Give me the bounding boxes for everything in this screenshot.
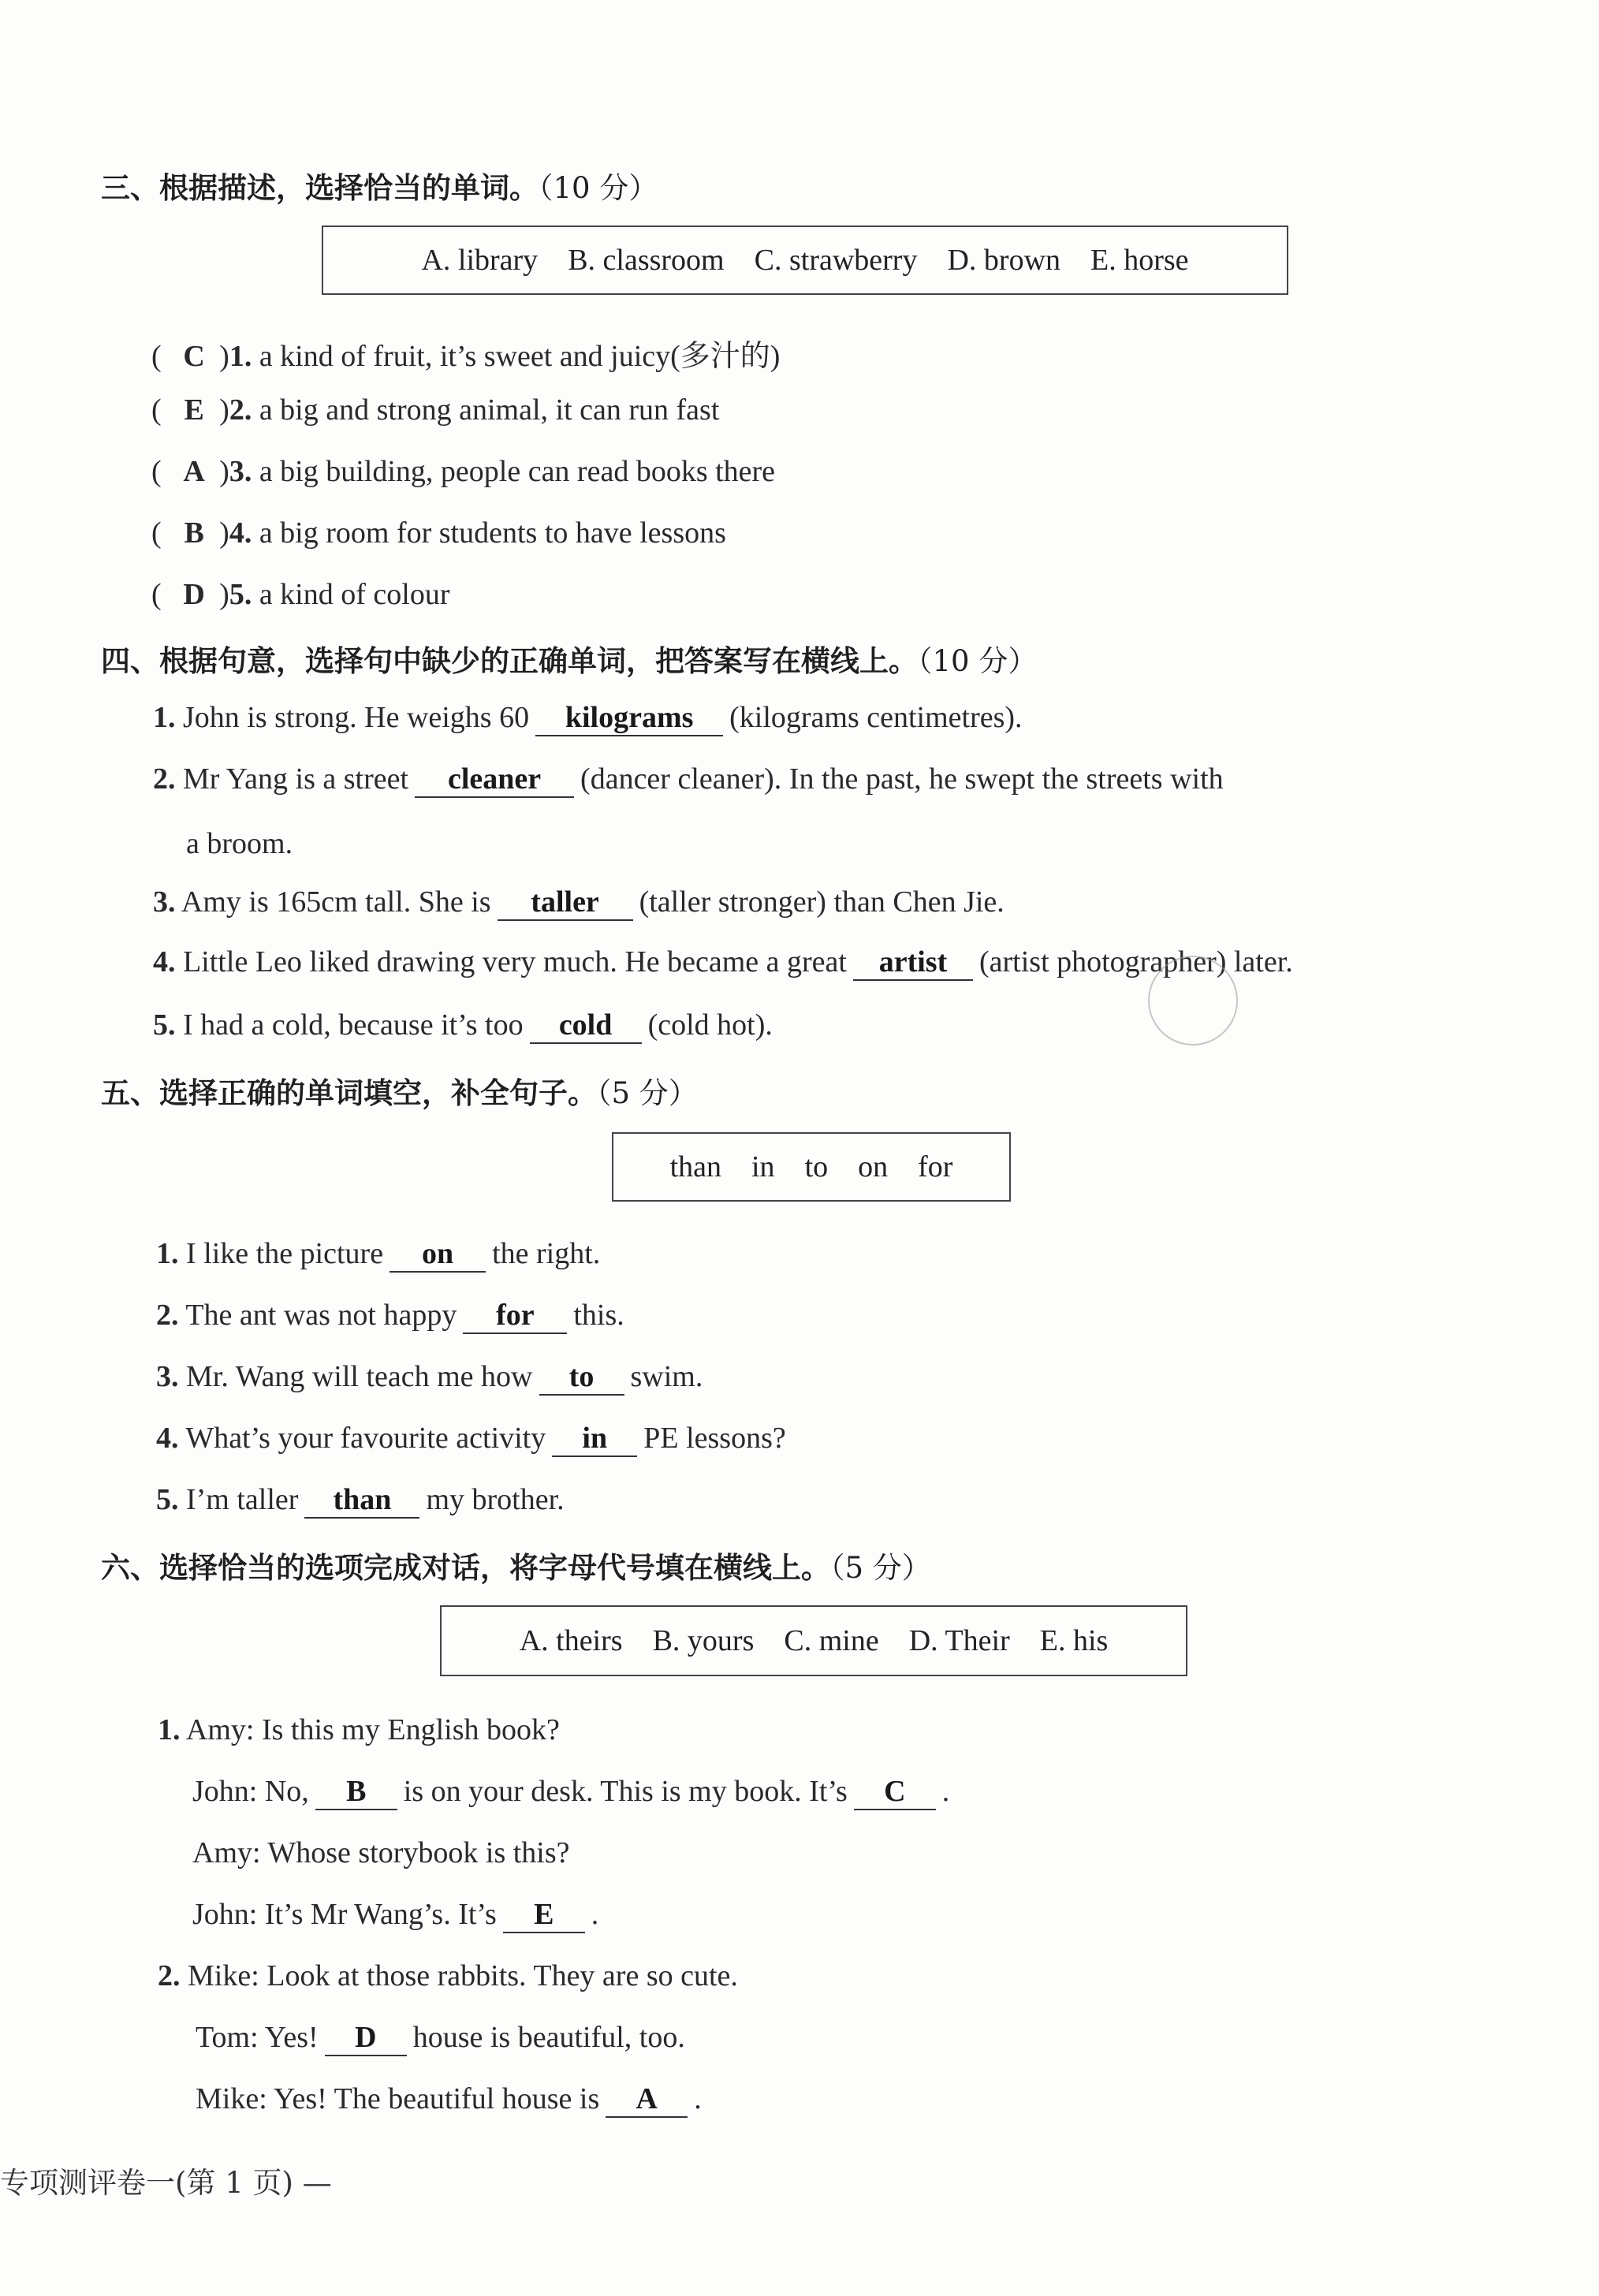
option-in: in [751, 1150, 775, 1183]
s3-item-3: ( A )3. a big building, people can read books there [151, 455, 776, 488]
s5-item-4 [156, 1421, 786, 1457]
section-4-points: （10 分） [918, 644, 1038, 678]
item-number: 5. [229, 578, 252, 611]
item-number: 5. [156, 1483, 179, 1516]
item-number: 4. [153, 945, 176, 978]
s5-item-1 [156, 1236, 600, 1273]
option-d: D. Their [908, 1624, 1010, 1657]
item-text: a big and strong animal, it can run fast [259, 393, 720, 427]
section-5-title [101, 1069, 698, 1112]
option-e: E. horse [1090, 244, 1189, 277]
option-b: B. yours [652, 1624, 755, 1657]
dialog-text: . [941, 1775, 950, 1808]
dialog-text: . [591, 1898, 599, 1931]
answer: A [183, 455, 205, 488]
section-6-word-box [440, 1605, 1187, 1676]
s5-item-5 [156, 1482, 565, 1519]
s3-item-2: ( E )2. a big and strong animal, it can run fast [151, 393, 720, 427]
page-footer: 专项测评卷一(第 1 页) — [0, 2166, 332, 2200]
item-text-end: this. [573, 1299, 624, 1332]
answer: D [183, 578, 205, 611]
dialog-1-line-2 [192, 1774, 949, 1810]
option-a: A. library [421, 244, 539, 277]
answer-blank: to [539, 1359, 624, 1396]
item-number: 2. [153, 762, 176, 796]
item-text: a big building, people can read books there [259, 455, 776, 488]
stamp-seal [1148, 956, 1238, 1046]
item-choices: (cold hot). [647, 1008, 773, 1042]
item-text: a kind of fruit, it’s sweet and juicy(多汁的) [259, 340, 781, 373]
item-text: a big room for students to have lessons [259, 516, 726, 550]
answer-blank: E [503, 1897, 585, 1933]
s4-item-3 [153, 885, 1004, 921]
item-text: I’m taller [186, 1483, 299, 1516]
dialog-1-line-3: Amy: Whose storybook is this? [192, 1836, 570, 1869]
item-number: 2. [158, 1959, 181, 1992]
s4-item-2-cont: a broom. [186, 827, 293, 860]
option-b: B. classroom [568, 244, 725, 277]
item-number: 1. [156, 1237, 179, 1270]
answer-blank: cleaner [415, 762, 574, 798]
option-to: to [804, 1150, 829, 1183]
item-choices: (kilograms centimetres). [729, 701, 1023, 734]
item-text: a kind of colour [259, 578, 450, 611]
answer-blank: cold [530, 1008, 642, 1044]
section-6-heading: 六、选择恰当的选项完成对话，将字母代号填在横线上。 [101, 1551, 830, 1585]
item-text-end: the right. [492, 1237, 601, 1270]
s4-item-5 [153, 1008, 773, 1044]
s3-item-1: ( C )1. a kind of fruit, it’s sweet and juicy(多汁的) [151, 340, 781, 373]
s3-item-5: ( D )5. a kind of colour [151, 578, 450, 611]
item-number: 3. [229, 455, 252, 488]
dialog-2-line-3 [196, 2082, 702, 2118]
dialog-text: is on your desk. This is my book. It’s [403, 1775, 848, 1808]
option-than: than [669, 1150, 721, 1183]
dialog-2-line-1 [158, 1959, 738, 1993]
answer-blank: A [606, 2082, 688, 2118]
item-number: 5. [153, 1008, 176, 1042]
item-choices: (artist photographer) later. [978, 945, 1293, 978]
section-3-title [101, 164, 658, 207]
item-text-end: PE lessons? [643, 1422, 786, 1455]
option-a: A. theirs [519, 1624, 623, 1657]
item-number: 2. [156, 1299, 179, 1332]
answer-blank: for [463, 1298, 567, 1334]
option-on: on [858, 1150, 889, 1183]
answer: E [184, 393, 204, 427]
answer-blank: C [854, 1774, 936, 1810]
section-5-heading: 五、选择正确的单词填空，补全句子。 [101, 1076, 597, 1110]
item-number: 4. [229, 516, 252, 550]
s5-item-2 [156, 1298, 624, 1334]
dialog-text: house is beautiful, too. [412, 2021, 685, 2054]
item-text: Mr Yang is a street [183, 762, 409, 796]
s4-item-1 [153, 700, 1023, 736]
dialog-text: John: No, [192, 1775, 309, 1808]
section-6-title [101, 1544, 931, 1586]
section-5-word-box [612, 1132, 1011, 1202]
item-number: 3. [153, 885, 176, 919]
section-3-points: （10 分） [539, 171, 658, 205]
item-text: Amy is 165cm tall. She is [181, 885, 491, 919]
s4-item-4 [153, 945, 1293, 981]
item-text: What’s your favourite activity [185, 1422, 546, 1455]
item-text-end: swim. [630, 1360, 703, 1393]
answer-blank: taller [498, 885, 633, 921]
answer-blank: artist [853, 945, 973, 981]
item-text: The ant was not happy [185, 1299, 457, 1332]
dialog-text: Mike: Yes! The beautiful house is [196, 2082, 600, 2115]
item-text: I had a cold, because it’s too [183, 1008, 524, 1042]
answer-blank: B [315, 1774, 397, 1810]
option-for: for [918, 1150, 953, 1183]
s4-item-2 [153, 762, 1224, 798]
dialog-1-line-1 [158, 1713, 560, 1747]
item-text: Mr. Wang will teach me how [186, 1360, 533, 1393]
item-text: John is strong. He weighs 60 [183, 701, 530, 734]
item-number: 3. [156, 1360, 179, 1393]
dialog-text: John: It’s Mr Wang’s. It’s [192, 1898, 497, 1931]
dialog-text: Mike: Look at those rabbits. They are so cute. [188, 1959, 738, 1992]
answer: C [183, 340, 205, 373]
item-choices: (dancer cleaner). In the past, he swept the streets with [580, 762, 1224, 796]
item-number: 1. [158, 1713, 181, 1746]
answer-blank: kilograms [535, 700, 723, 736]
option-e: E. his [1039, 1624, 1109, 1657]
item-number: 2. [229, 393, 252, 427]
answer-blank: than [304, 1482, 419, 1519]
dialog-1-line-4 [192, 1897, 598, 1933]
item-text: I like the picture [186, 1237, 384, 1270]
s3-item-4: ( B )4. a big room for students to have lessons [151, 516, 726, 550]
item-text-end: my brother. [426, 1483, 565, 1516]
s5-item-3 [156, 1359, 703, 1396]
option-d: D. brown [947, 244, 1061, 277]
item-number: 1. [229, 340, 252, 373]
section-3-word-box [322, 226, 1288, 295]
dialog-text: Amy: Is this my English book? [185, 1713, 560, 1746]
answer-blank: D [325, 2020, 407, 2056]
answer-blank: in [552, 1421, 637, 1457]
item-number: 4. [156, 1422, 179, 1455]
section-5-points: （5 分） [597, 1076, 698, 1110]
section-4-title [101, 637, 1037, 680]
section-3-heading: 三、根据描述，选择恰当的单词。 [101, 171, 539, 205]
item-number: 1. [153, 701, 176, 734]
section-6-points: （5 分） [830, 1551, 931, 1585]
dialog-2-line-2 [196, 2020, 685, 2056]
section-4-heading: 四、根据句意，选择句中缺少的正确单词，把答案写在横线上。 [101, 644, 918, 678]
dialog-text: . [694, 2082, 702, 2115]
item-choices: (taller stronger) than Chen Jie. [639, 885, 1004, 919]
answer: B [184, 516, 204, 550]
item-text: Little Leo liked drawing very much. He became a great [183, 945, 847, 978]
option-c: C. strawberry [754, 244, 918, 277]
answer-blank: on [390, 1236, 486, 1273]
dialog-text: Tom: Yes! [196, 2021, 319, 2054]
option-c: C. mine [784, 1624, 879, 1657]
